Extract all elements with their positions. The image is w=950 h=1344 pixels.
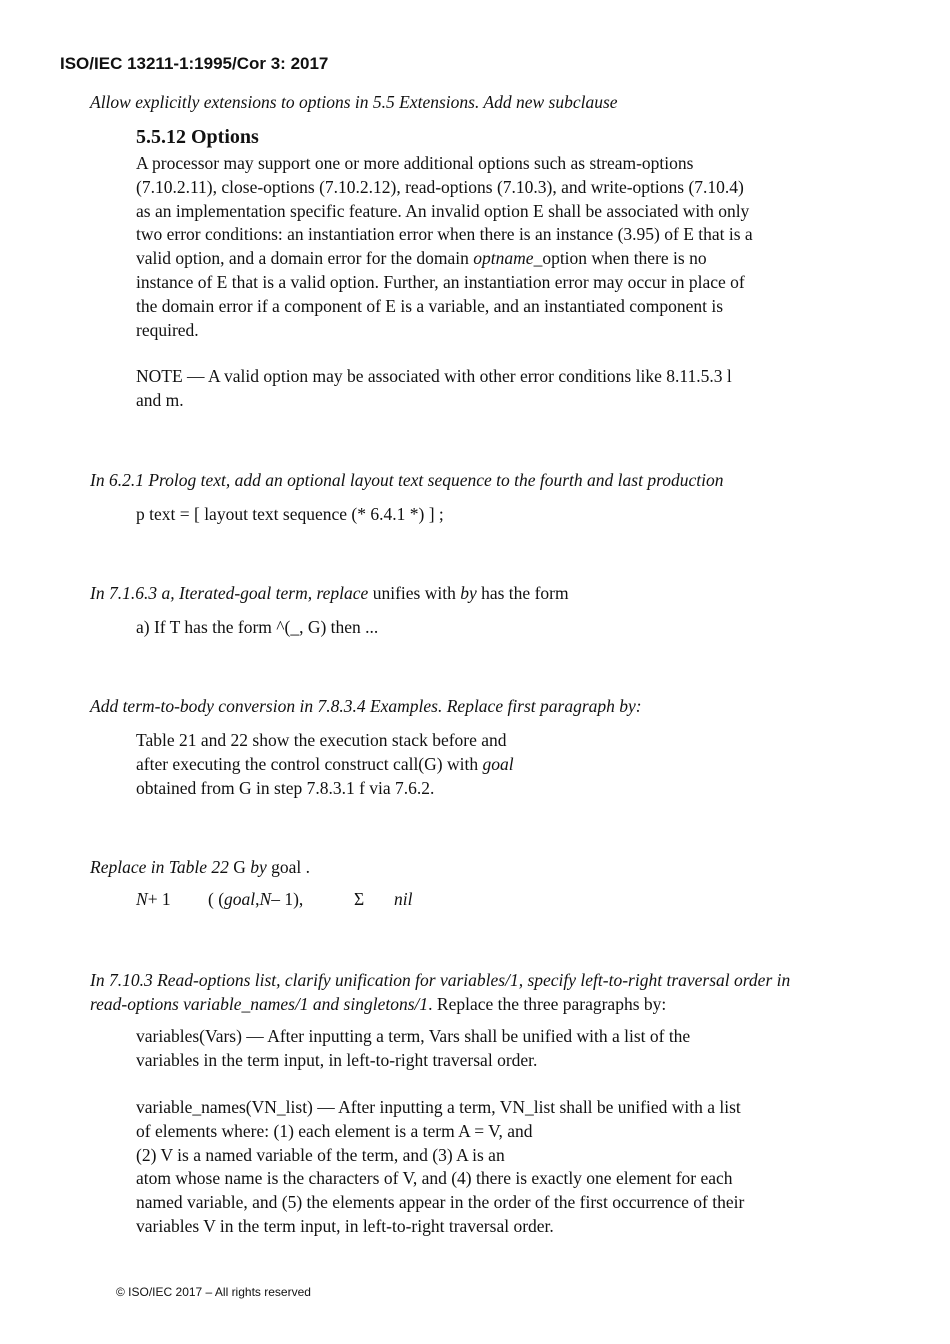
paragraph-line: required. — [136, 319, 199, 340]
formula-goal: goal — [224, 889, 256, 909]
options-paragraph — [136, 152, 753, 342]
formula-nil: nil — [394, 889, 413, 909]
formula-sigma: Σ — [354, 889, 365, 909]
instruction-text: In 7.10.3 Read-options list, clarify unification for variables/1, specify left-to-right traversal order in — [90, 970, 791, 990]
stack-formula — [136, 887, 412, 911]
production-rule: p text = [ layout text sequence (* 6.4.1 *) ] ; — [136, 504, 444, 524]
instruction-iterated-goal — [90, 581, 880, 605]
paragraph-line: the domain error if a component of E is a variable, and an instantiated component is — [136, 295, 724, 316]
paragraph-line: variables(Vars) — After inputting a term, Vars shall be unified with a list of the — [136, 1026, 691, 1046]
paragraph-line: (7.10.2.11), close-options (7.10.2.12), read-options (7.10.3), and write-options (7.10.4) — [136, 176, 744, 197]
replacement-paragraph — [136, 729, 514, 800]
instruction-text: Allow explicitly extensions to options in 5.5 Extensions. Add new subclause — [90, 92, 618, 112]
instruction-text: read-options variable_names/1 and singletons/1 — [90, 994, 429, 1014]
text-run: after executing the control construct call(G) with — [136, 753, 483, 774]
text-run: valid option, and a domain error for the domain — [136, 248, 474, 269]
instruction-term-to-body — [90, 694, 880, 718]
paragraph-line: of elements where: (1) each element is a term A = V, and — [136, 1120, 533, 1141]
text-run: has the form — [476, 583, 569, 603]
note-paragraph — [136, 365, 732, 413]
note-line: and m. — [136, 389, 184, 410]
formula-var: N — [136, 889, 148, 909]
paragraph-line — [136, 247, 753, 271]
paragraph-line: as an implementation specific feature. An invalid option E shall be associated with only — [136, 200, 750, 221]
formula-depth — [136, 887, 208, 911]
text-run: goal . — [266, 857, 311, 877]
variables-paragraph — [136, 1025, 690, 1073]
paragraph-line: obtained from G in step 7.8.3.1 f via 7.6.2. — [136, 777, 435, 798]
paragraph-line: variables V in the term input, in left-to-right traversal order. — [136, 1215, 554, 1236]
copyright-footer: © ISO/IEC 2017 – All rights reserved — [116, 1285, 311, 1299]
note-line: NOTE — A valid option may be associated with other error conditions like 8.11.5.3 l — [136, 366, 732, 386]
goal-term: goal — [482, 753, 514, 774]
instruction-text: by — [250, 857, 267, 877]
formula-text: ( ( — [208, 889, 225, 909]
instruction-text: In 7.1.6.3 a, Iterated-goal term, replace — [90, 583, 369, 603]
instruction-text: by — [460, 583, 477, 603]
formula-frame — [208, 887, 354, 911]
paragraph-line: instance of E that is a valid option. Further, an instantiation error may occur in place of — [136, 271, 745, 292]
text-run: _option when there is no — [533, 248, 707, 269]
paragraph-line: Table 21 and 22 show the execution stack before and — [136, 730, 507, 750]
instruction-read-options — [90, 968, 890, 1016]
instruction-text: Replace in Table 22 — [90, 857, 229, 877]
instruction-line — [90, 992, 890, 1016]
text-run: unifies with — [368, 583, 461, 603]
paragraph-line — [136, 753, 514, 777]
variable-names-paragraph — [136, 1096, 744, 1239]
instruction-extensions — [90, 90, 880, 114]
instruction-text: Add term-to-body conversion in 7.8.3.4 Examples. Replace first paragraph by: — [90, 696, 642, 716]
subclause-heading: 5.5.12 Options — [136, 126, 259, 148]
paragraph-line: variable_names(VN_list) — After inputting a term, VN_list shall be unified with a list — [136, 1097, 741, 1117]
paragraph-line: named variable, and (5) the elements appear in the order of the first occurrence of their — [136, 1192, 745, 1213]
paragraph-line: (2) V is a named variable of the term, and (3) A is an — [136, 1144, 505, 1165]
formula-text: – 1), — [271, 889, 304, 909]
paragraph-line: A processor may support one or more additional options such as stream-options — [136, 153, 694, 173]
formula-text: + 1 — [147, 889, 171, 909]
optname-term: optname — [473, 248, 534, 269]
formula-text: , — [255, 889, 260, 909]
paragraph-line: variables in the term input, in left-to-right traversal order. — [136, 1049, 538, 1070]
iterated-goal-rule: a) If T has the form ^(_, G) then ... — [136, 617, 379, 637]
paragraph-line: two error conditions: an instantiation error when there is an instance (3.95) of E that is a — [136, 224, 753, 245]
instruction-table-22 — [90, 855, 880, 879]
instruction-prolog-text — [90, 468, 880, 492]
instruction-text: In 6.2.1 Prolog text, add an optional layout text sequence to the fourth and last production — [90, 470, 724, 490]
document-header: ISO/IEC 13211-1:1995/Cor 3: 2017 — [60, 54, 329, 73]
formula-var: N — [259, 889, 272, 909]
text-run: . Replace the three paragraphs by: — [428, 994, 667, 1014]
paragraph-line: atom whose name is the characters of V, and (4) there is exactly one element for each — [136, 1168, 733, 1189]
text-run: G — [228, 857, 251, 877]
